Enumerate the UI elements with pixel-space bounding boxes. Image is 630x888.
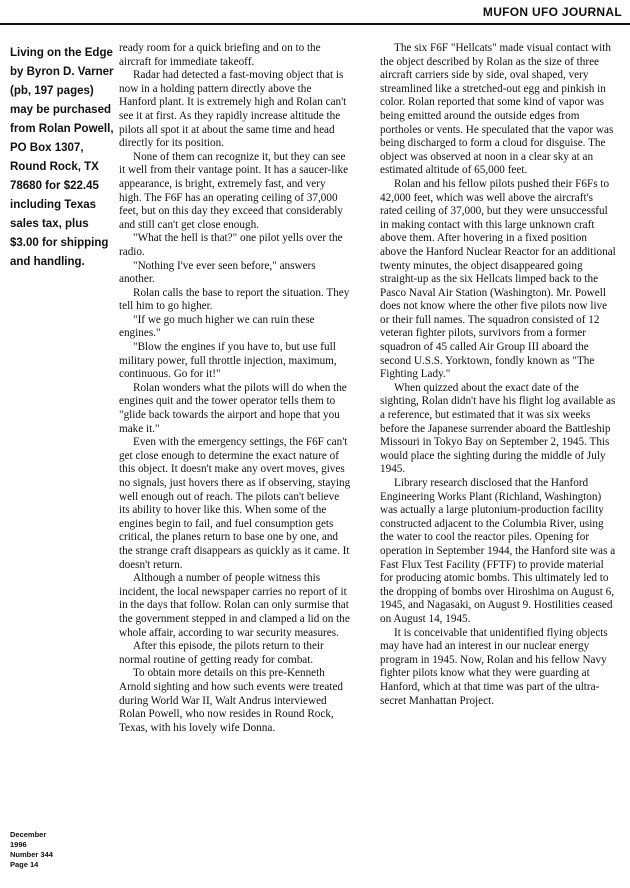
paragraph: Although a number of people witness this incident, the local newspaper carries no report of it in the days that follow. Rolan can only surmise that the government stepped in and clamped a lid on the whole affair, according to war security measures. — [119, 572, 350, 639]
paragraph: After this episode, the pilots return to their normal routine of getting ready for combat. — [119, 640, 324, 666]
book-promo: Living on the Edge by Byron D. Varner (pb, 197 pages) may be purchased from Rolan Powell, PO Box 1307, Round Rock, TX 78680 for $22.45 including Texas sales tax, plus $3.00 for shipping and handling. — [10, 47, 114, 268]
issue-year: 1996 — [10, 840, 27, 849]
page-number: Page 14 — [10, 860, 39, 869]
paragraph: "Nothing I've ever seen before," answers another. — [119, 259, 316, 286]
issue-info — [10, 830, 110, 870]
header-rule — [0, 23, 630, 25]
paragraph: It is conceivable that unidentified flying objects may have had an interest in our nuclear energy program in 1945. Now, Rolan and his fellow Navy fighter pilots know what they were guarding at Hanford, which at that time was part of the ultra-secret Manhattan Project. — [380, 626, 608, 707]
paragraph: Library research disclosed that the Hanford Engineering Works Plant (Richland, Washington) was actually a large plutonium-production facility constructed adjacent to the Columbia River, using the water to cool the reactor piles. Opening for operation in September 1944, the Hanford site was a Fast Flux Test Facility (FFTF) to provide material for producing atomic bombs. This ultimately led to the dropping of bombs over Hiroshima on August 6, 1945, and Nagasaki, on August 9. Hostilities ceased on August 14, 1945. — [380, 477, 616, 625]
issue-number: Number 344 — [10, 850, 53, 859]
paragraph: Rolan wonders what the pilots will do when the engines quit and the tower operator tells them to "glide back towards the airport and hope that you make it." — [119, 381, 347, 435]
paragraph: None of them can recognize it, but they can see it well from their vantage point. It has a saucer-like appearance, is bright, extremely fast, and very high. The F6F has an operating ceiling of 37,000 feet, but on this day they exceed that considerably and still can't get close enough. — [119, 150, 349, 231]
article-column-2 — [380, 42, 616, 708]
paragraph: Rolan and his fellow pilots pushed their F6Fs to 42,000 feet, which was well above the aircraft's rated ceiling of 37,000, but they were unsuccessful in making contact with this large unknown craft above them. After hovering in a fixed position above the Hanford Nuclear Reactor for an additional twenty minutes, the object disappeared going straight-up as the six Hellcats limped back to the Pasco Naval Air Station (Washington). Mr. Powell does not know where the other five pilots now live or their full names. The squadron consisted of 12 veteran fighter pilots, survivors from a former squadron of 45 called Air Group III aboard the second U.S.S. Yorktown, fondly known as "The Fighting Lady." — [380, 177, 616, 381]
paragraph: ready room for a quick briefing and on to the aircraft for immediate takeoff. — [119, 42, 321, 68]
paragraph: "What the hell is that?" one pilot yells over the radio. — [119, 232, 343, 258]
paragraph: The six F6F "Hellcats" made visual contact with the object described by Rolan as the size of three aircraft carriers side by side, oval shaped, very streamlined like a stretched-out egg and pinkish in color. Rolan reported that some kind of vapor was being emitted around the outside edges from portholes or vents. He speculated that the vapor was being discharged to form a cloud for disguise. The object was observed at noon in a clear sky at an estimated altitude of 65,000 feet. — [380, 42, 614, 177]
paragraph: Radar had detected a fast-moving object that is now in a holding pattern directly above the Hanford plant. It is extremely high and Rolan can't see it at first. As they rapidly increase altitude the pilots all spot it at about the same time and head directly for its position. — [119, 69, 347, 150]
issue-month: December — [10, 830, 47, 839]
paragraph: To obtain more details on this pre-Kenneth Arnold sighting and how such events were treated during World War II, Walt Andrus interviewed Rolan Powell, who now resides in Round Rock, Texas, with his lovely wife Donna. — [119, 667, 344, 734]
paragraph: "If we go much higher we can ruin these engines." — [119, 313, 315, 340]
paragraph: When quizzed about the exact date of the sighting, Rolan didn't have his flight log available as a reference, but estimated that it was six weeks before the Japanese surrender aboard the Battleship Missouri in Tokyo Bay on September 2, 1945. This would place the sighting during the middle of July 1945. — [380, 381, 616, 476]
paragraph: "Blow the engines if you have to, but use full military power, full throttle injection, maximum, continuous. Go for it!" — [119, 341, 337, 381]
journal-title: MUFON UFO JOURNAL — [482, 5, 622, 19]
paragraph: Even with the emergency settings, the F6F can't get close enough to determine the exact nature of this object. It doesn't make any overt moves, gives no signals, just hovers there as if observing, staying well enough out of reach. The pilots can't believe its ability to hover like this. When some of the engines begin to fail, and fuel consumption gets critical, the planes return to base one by one, and the strange craft disappears as quickly as it came. It doesn't return. — [119, 436, 351, 571]
paragraph: Rolan calls the base to report the situation. They tell him to go higher. — [119, 286, 350, 313]
article-column-1 — [119, 42, 351, 735]
